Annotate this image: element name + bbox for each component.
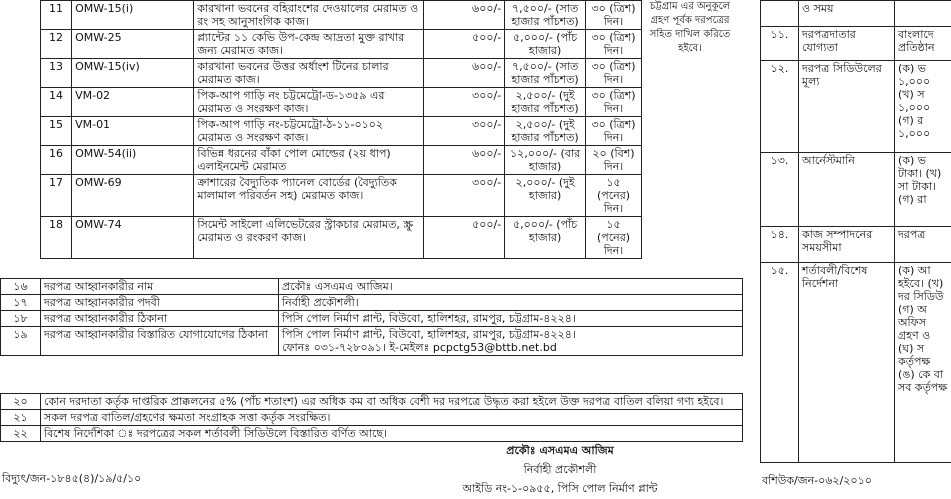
row-label: দরপত্র আহ্বানকারীর নাম [41,279,279,295]
footer-reference: বিদ্যুৎ/জন-১৮৪৫(৪)/১৯/৫/১০ [2,470,141,489]
row-serial: 18 [41,217,72,259]
right-row [761,263,951,463]
work-description: সিমেন্ট সাইলো এলিভেটরের স্ট্রাকচার মেরামত, স্ক্রু মেরামত ও রংকরণ কাজ। [194,217,424,259]
work-description: ক্রাশারের বৈদ্যুতিক প্যানেল বোর্ডের (বৈদ্যুতিক মালামাল পরিবর্তন সহ) মেরামত কাজ। [194,175,424,217]
row-label: দরপত্রদাতার যোগ্যতা [799,27,895,61]
row-number [761,1,799,27]
row-number: ১৬ [1,279,41,295]
row-serial: 16 [41,146,72,175]
schedule-price: ৬০০/- [424,59,505,88]
row-value: (ক) ভ ১,০০০ (খ) স ১,০০০ (গ) র ১,০০০ [895,61,951,153]
works-table [40,0,642,259]
row-number: ১২. [761,61,799,153]
row-serial: 17 [41,175,72,217]
row-value: নির্বাহী প্রকৌশলী। [279,295,743,311]
row-number: ১১. [761,27,799,61]
work-description: প্ল্যান্টের ১১ কেভি উপ-কেন্দ্র আদ্রতা মুক্ত রাখার জন্য মেরামত কাজ। [194,30,424,59]
work-code: VM-02 [72,88,194,117]
completion-time: ৩০ (ত্রিশ) দিন। [586,88,642,117]
completion-time: ৩০ (ত্রিশ) দিন। [586,30,642,59]
row-serial: 15 [41,117,72,146]
row-number: ১৭ [1,295,41,311]
schedule-price: ৫০০/- [424,217,505,259]
work-description: পিক-আপ গাড়ি নং-চট্টমেট্রো-ঠ-১১-০১০২ মেরামত ও সংরক্ষণ কাজ। [194,117,424,146]
right-row [761,61,951,153]
work-code: VM-01 [72,117,194,146]
right-table [760,0,951,463]
completion-time: ৩০ (ত্রিশ) দিন। [586,117,642,146]
earnest-money: ৫,০০০/- (পাঁচ হাজার) [505,217,586,259]
info-row [1,311,743,327]
row-number: ২২ [1,426,41,442]
row-label: ও সময় [799,1,895,27]
work-description: বিভিন্ন ধরনের বাঁকা পোল মোল্ডের (২য় ধাপ) এলাইনমেন্ট মেরামত [194,146,424,175]
row-value [895,1,951,27]
signature-block [380,442,740,499]
row-number: ১৫. [761,263,799,463]
completion-time: ১৫ (পনের) দিন। [586,175,642,217]
row-label: দরপত্র আহ্বানকারীর পদবী [41,295,279,311]
row-value: (ক) ভ টাকা। (খ) সা টাকা। (গ) রা [895,153,951,227]
condition-row [1,394,743,410]
work-row [41,175,642,217]
row-value: প্রকৌঃ এসএমএ আজিম। [279,279,743,295]
work-row [41,30,642,59]
right-footer: বশিউক/জন-০৬২/২০১০ [762,472,872,491]
row-serial: 12 [41,30,72,59]
earnest-money: ৫,০০০/- (পাঁচ হাজার) [505,30,586,59]
schedule-price: ৩০০/- [424,175,505,217]
row-value: পিসি পোল নির্মাণ প্লান্ট, বিউবো, হালিশহর, রামপুর, চট্টগ্রাম-৪২২৪। [279,311,743,327]
right-row [761,27,951,61]
row-label: শর্তাবলী/বিশেষ নির্দেশনা [799,263,895,463]
row-text: কোন দরদাতা কর্তৃক দাপ্তরিক প্রাক্কলনের ৫% (পাঁচ শতাংশ) এর অধিক কম বা অধিক বেশী দর দরপত্রে উদ্ধৃত করা হইলে উক্ত দরপত্র বাতিল বলিয়া গণ্য হইবে। [41,394,743,410]
row-value: দরপত্র [895,227,951,263]
condition-row [1,426,743,442]
earnest-money: ৭,৫০০/- (সাত হাজার পাঁচশত) [505,59,586,88]
row-serial: 13 [41,59,72,88]
work-code: OMW-25 [72,30,194,59]
info-row [1,295,743,311]
row-label: কাজ সম্পাদনের সময়সীমা [799,227,895,263]
right-row [761,227,951,263]
schedule-price: ৩০০/- [424,88,505,117]
info-row [1,327,743,356]
conditions-table [0,393,743,442]
earnest-money: ২,০০০/- (দুই হাজার) [505,175,586,217]
work-code: OMW-15(i) [72,1,194,30]
row-label: দরপত্র সিডিউলের মূল্য [799,61,895,153]
work-description: পিক-আপ গাড়ি নং চট্টমেট্রো-ড-১৩৫৯ এর মেরামত ও সংরক্ষণ কাজ। [194,88,424,117]
signer-title: নির্বাহী প্রকৌশলী [380,461,740,480]
schedule-price: ৫০০/- [424,30,505,59]
right-notice [760,0,951,490]
row-number: ১৩. [761,153,799,227]
work-code: OMW-15(iv) [72,59,194,88]
side-note: চট্টগ্রাম এর অনুকূলে গ্রহণ পূর্বক দরপত্রের সহিত দাখিল করিতে হইবে। [644,0,736,56]
work-description: কারখানা ভবনের উত্তর অর্ধাংশ টিনের চালার মেরামত কাজ। [194,59,424,88]
earnest-money: ৭,৫০০/- (সাত হাজার পাঁচশত) [505,1,586,30]
work-row [41,88,642,117]
completion-time: ১৫ (পনের) দিন। [586,217,642,259]
work-code: OMW-54(ii) [72,146,194,175]
row-serial: 14 [41,88,72,117]
earnest-money: ২,৫০০/- (দুই হাজার পাঁচশত) [505,117,586,146]
row-label: দরপত্র আহ্বানকারীর ঠিকানা [41,311,279,327]
row-number: ২০ [1,394,41,410]
completion-time: ২০ (বিশ) দিন। [586,146,642,175]
signer-name: প্রকৌঃ এসএমএ আজিম [380,442,740,461]
work-description: কারখানা ভবনের বহিরাংশের দেওয়ালের মেরামত ও রং সহ আনুসাংগিক কাজ। [194,1,424,30]
right-row [761,153,951,227]
signer-id-line: আইডি নং-১-০৯৫৫, পিসি পোল নির্মাণ প্লান্ট [380,480,740,499]
condition-row [1,410,743,426]
row-value: (ক) আ হইবে। (খ) দর সিডিউ (গ) অ অফিস গ্রহণ ও (ঘ) স কর্তৃপক্ষ (ঙ) কে বা সব কর্তৃপক্ষ [895,263,951,463]
work-code: OMW-74 [72,217,194,259]
row-serial: 11 [41,1,72,30]
work-code: OMW-69 [72,175,194,217]
row-number: ১৮ [1,311,41,327]
info-table [0,278,743,356]
earnest-money: ১২,০০০/- (বার হাজার) [505,146,586,175]
schedule-price: ৬০০/- [424,1,505,30]
row-text: বিশেষ নির্দেশিকা ঃ দরপত্রের সকল শর্তাবলী সিডিউলে বিস্তারিত বর্ণিত আছে। [41,426,743,442]
address-line: পিসি পোল নির্মাণ প্লান্ট, বিউবো, হালিশহর, রামপুর, চট্টগ্রাম-৪২২৪। [282,328,739,341]
earnest-money: ২,৫০০/- (দুই হাজার পাঁচশত) [505,88,586,117]
row-value [279,327,743,356]
work-row [41,217,642,259]
schedule-price: ৬০০/- [424,146,505,175]
completion-time: ৩০ (ত্রিশ) দিন। [586,59,642,88]
info-row [1,279,743,295]
completion-time: ৩০ (ত্রিশ) দিন। [586,1,642,30]
right-row [761,1,951,27]
work-row [41,117,642,146]
row-value: বাংলাদে প্রতিষ্ঠান [895,27,951,61]
row-number: ২১ [1,410,41,426]
work-row [41,146,642,175]
row-text: সকল দরপত্র বাতিল/গ্রহণের ক্ষমতা সংগ্রাহক সত্তা কর্তৃক সংরক্ষিত। [41,410,743,426]
work-row [41,1,642,30]
schedule-price: ৩০০/- [424,117,505,146]
row-label: দরপত্র আহ্বানকারীর বিস্তারিত যোগাযোগের ঠিকানা [41,327,279,356]
row-number: ১৯ [1,327,41,356]
work-row [41,59,642,88]
contact-line: ফোনঃ ০৩১-৭২৮০৯১। ই-মেইলঃ pcpctg53@bttb.net.bd [282,341,739,354]
row-number: ১৪. [761,227,799,263]
row-label: আর্নেস্টমানি [799,153,895,227]
